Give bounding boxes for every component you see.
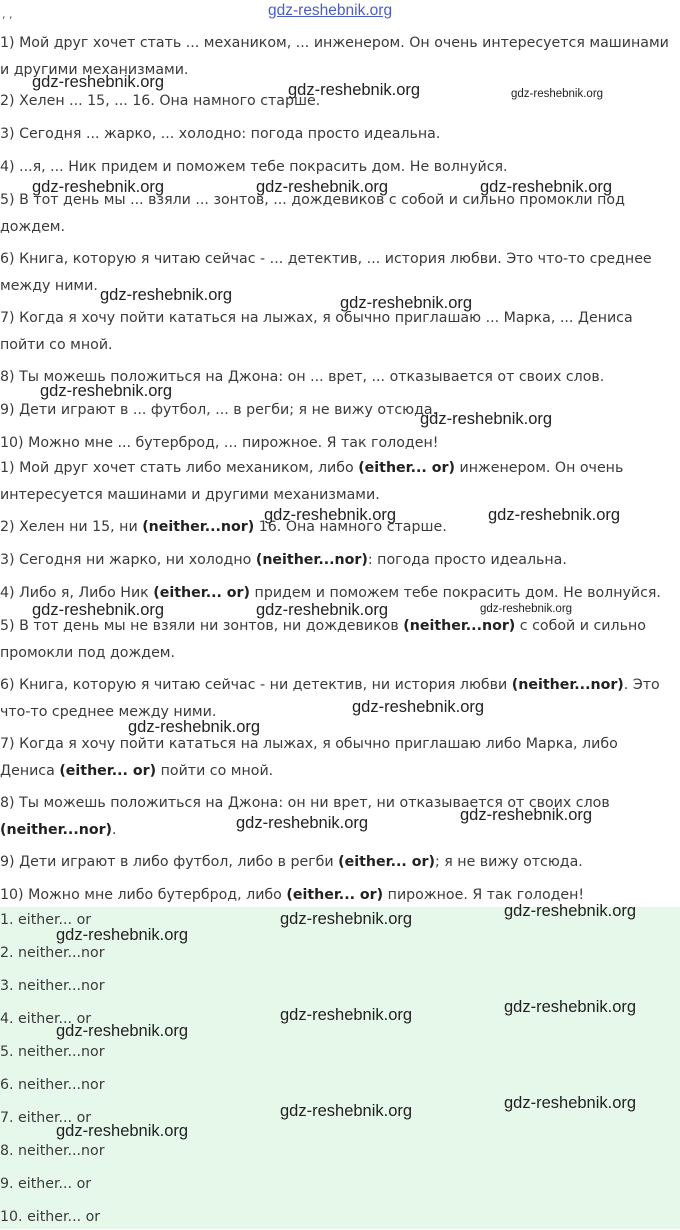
answer-3	[0, 547, 676, 574]
watermark: gdz-reshebnik.org	[56, 926, 189, 944]
watermark: gdz-reshebnik.org	[504, 1094, 637, 1112]
question-1: 1) Мой друг хочет стать ... механиком, ... инженером. Он очень интересуется машинами и другими механизмами.	[0, 35, 669, 78]
watermark: gdz-reshebnik.org	[56, 1122, 189, 1140]
question-9: 9) Дети играют в ... футбол, ... в регби; я не вижу отсюда.	[0, 402, 438, 418]
top-marks: , ,	[2, 8, 13, 21]
answer-pattern: (neither...nor)	[255, 552, 368, 568]
watermark: gdz-reshebnik.org	[504, 902, 637, 920]
question-2: 2) Хелен ... 15, ... 16. Она намного старше.	[0, 93, 321, 109]
key-item-4: 4. either... or	[0, 1011, 92, 1027]
watermark: gdz-reshebnik.org	[32, 73, 165, 91]
answer-5	[0, 613, 676, 666]
answer-text: 4) Либо я, Либо Ник	[0, 585, 154, 601]
key-item-3: 3. neither...nor	[0, 978, 105, 994]
watermark: gdz-reshebnik.org	[256, 178, 389, 196]
watermark: gdz-reshebnik.org	[256, 601, 389, 619]
key-item-8: 8. neither...nor	[0, 1143, 105, 1159]
answer-6	[0, 672, 676, 725]
answer-text: с собой и сильно промокли под дождем.	[0, 618, 646, 661]
watermark: gdz-reshebnik.org	[480, 603, 573, 615]
answer-pattern: (neither...nor)	[511, 677, 624, 693]
watermark: gdz-reshebnik.org	[40, 382, 173, 400]
answer-text: ; я не вижу отсюда.	[434, 854, 583, 870]
watermark: gdz-reshebnik.org	[128, 718, 261, 736]
question-6: 6) Книга, которую я читаю сейчас - ... детектив, ... история любви. Это что-то среднее между ними.	[0, 251, 652, 294]
watermark: gdz-reshebnik.org	[288, 81, 421, 99]
answer-text: 6) Книга, которую я читаю сейчас - ни детектив, ни история любви	[0, 677, 512, 693]
question-4: 4) ...я, ... Ник придем и поможем тебе покрасить дом. Не волнуйся.	[0, 159, 508, 175]
question-3: 3) Сегодня ... жарко, ... холодно: погода просто идеальна.	[0, 126, 441, 142]
answer-text: инженером. Он очень интересуется машинами и другими механизмами.	[0, 460, 624, 503]
answer-pattern: (either... or)	[338, 854, 435, 870]
watermark: gdz-reshebnik.org	[280, 1102, 413, 1120]
watermark: gdz-reshebnik.org	[264, 506, 397, 524]
question-8: 8) Ты можешь положиться на Джона: он ... врет, ... отказывается от своих слов.	[0, 369, 605, 385]
answer-pattern: (either... or)	[286, 887, 384, 903]
key-item-6: 6. neither...nor	[0, 1077, 105, 1093]
key-item-2: 2. neither...nor	[0, 945, 105, 961]
question-5: 5) В тот день мы ... взяли ... зонтов, ... дождевиков с собой и сильно промокли под дождем.	[0, 192, 625, 235]
watermark: gdz-reshebnik.org	[56, 1022, 189, 1040]
key-item-1: 1. either... or	[0, 912, 92, 928]
answer-pattern: (neither...nor)	[403, 618, 516, 634]
answer-pattern: (neither...nor)	[142, 519, 255, 535]
key-item-5: 5. neither...nor	[0, 1044, 105, 1060]
answer-pattern: (either... or)	[153, 585, 251, 601]
answer-text: пойти со мной.	[156, 762, 274, 779]
answer-text: 1) Мой друг хочет стать либо механиком, либо	[0, 460, 359, 476]
answer-text: : погода просто идеальна.	[367, 552, 567, 568]
site-header-watermark[interactable]: gdz-reshebnik.org	[268, 2, 393, 19]
answer-text: пирожное. Я так голоден!	[383, 887, 585, 903]
answer-pattern: (neither...nor)	[0, 821, 113, 838]
answer-9	[0, 849, 676, 876]
answer-text: 7) Когда я хочу пойти кататься на лыжах, я обычно приглашаю либо Марка, либо Дениса	[0, 736, 618, 779]
watermark: gdz-reshebnik.org	[488, 506, 621, 524]
answer-text: придем и поможем тебе покрасить дом. Не волнуйся.	[250, 585, 661, 601]
answer-text: 9) Дети играют в либо футбол, либо в регби	[0, 854, 339, 870]
watermark: gdz-reshebnik.org	[480, 178, 613, 196]
answer-text: 3) Сегодня ни жарко, ни холодно	[0, 552, 256, 568]
answer-7	[0, 731, 676, 784]
answer-text: .	[112, 821, 117, 838]
question-7: 7) Когда я хочу пойти кататься на лыжах, я обычно приглашаю ... Марка, ... Дениса пойти со мной.	[0, 310, 633, 353]
key-item-7: 7. either... or	[0, 1110, 92, 1126]
answer-text: 2) Хелен ни 15, ни	[0, 519, 143, 535]
answer-text: 5) В тот день мы не взяли ни зонтов, ни дождевиков	[0, 618, 404, 634]
key-item-10: 10. either... or	[0, 1209, 101, 1225]
watermark: gdz-reshebnik.org	[340, 294, 473, 312]
answer-text: 16. Она намного старше.	[254, 519, 447, 535]
watermark: gdz-reshebnik.org	[280, 1006, 413, 1024]
watermark: gdz-reshebnik.org	[460, 806, 593, 824]
watermark: gdz-reshebnik.org	[100, 286, 233, 304]
answer-pattern: (either... or)	[358, 460, 455, 476]
watermark: gdz-reshebnik.org	[236, 814, 369, 832]
watermark: gdz-reshebnik.org	[420, 410, 553, 428]
watermark: gdz-reshebnik.org	[32, 178, 165, 196]
watermark: gdz-reshebnik.org	[352, 698, 485, 716]
watermark: gdz-reshebnik.org	[511, 88, 604, 100]
question-10: 10) Можно мне ... бутерброд, ... пирожное. Я так голоден!	[0, 435, 439, 451]
answer-text: 8) Ты можешь положиться на Джона: он ни врет, ни отказывается от своих слов	[0, 795, 610, 811]
watermark: gdz-reshebnik.org	[32, 601, 165, 619]
answer-text: 10) Можно мне либо бутерброд, либо	[0, 887, 287, 903]
watermark: gdz-reshebnik.org	[504, 998, 637, 1016]
answer-text: . Это что-то среднее между ними.	[0, 677, 660, 720]
answer-pattern: (either... or)	[59, 762, 157, 779]
watermark: gdz-reshebnik.org	[280, 910, 413, 928]
key-item-9: 9. either... or	[0, 1176, 92, 1192]
answer-1	[0, 455, 676, 508]
